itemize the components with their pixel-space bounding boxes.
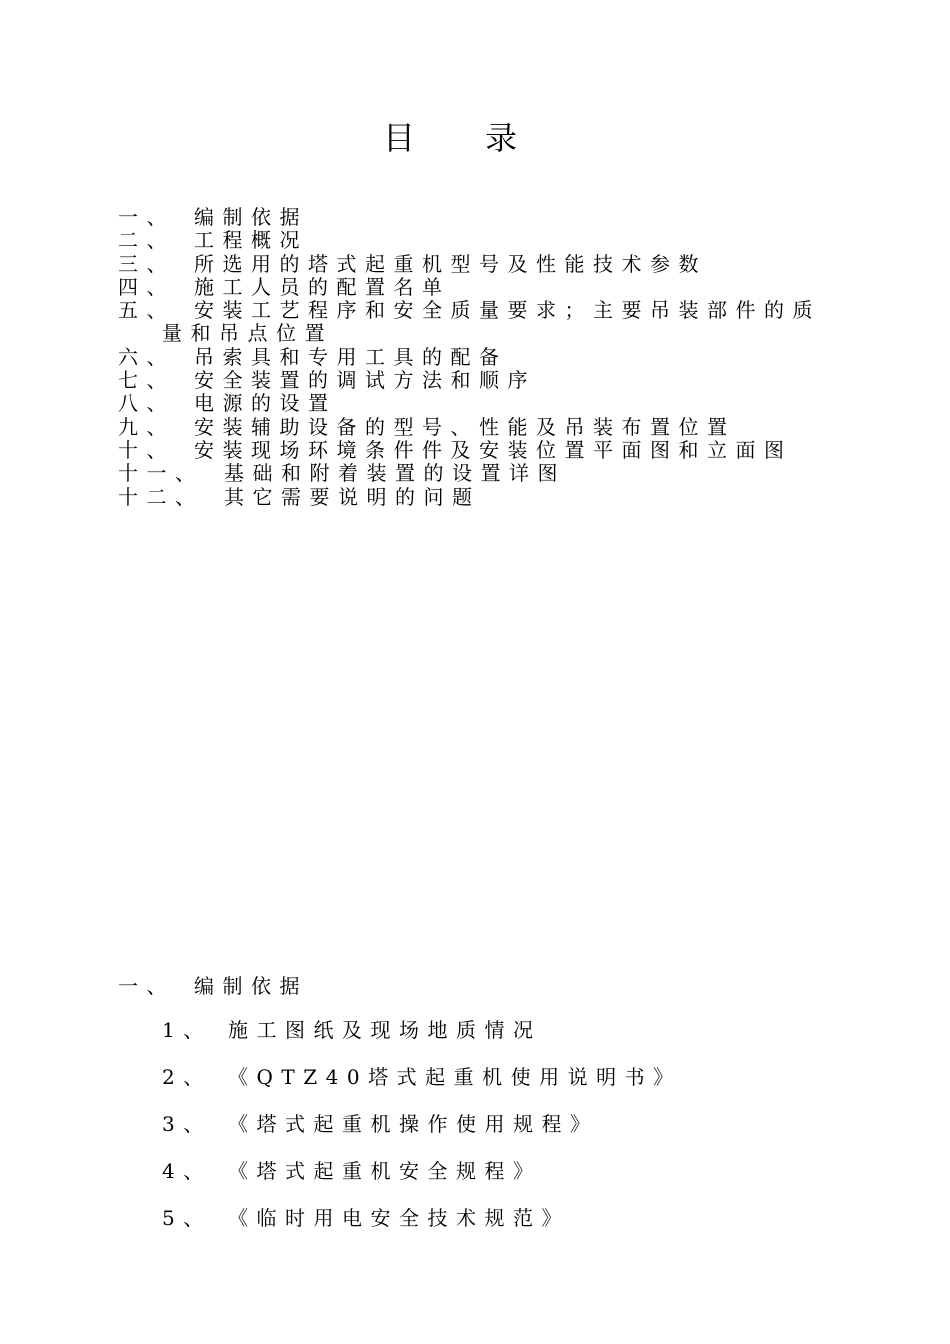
section-heading	[118, 972, 858, 1000]
toc-item-text: 安装工艺程序和安全质量要求；主要吊装部件的质	[194, 298, 821, 323]
toc-item-text: 安装辅助设备的型号、性能及吊装布置位置	[194, 414, 736, 439]
list-item	[118, 1015, 858, 1062]
toc-item-number: 五、	[118, 298, 175, 323]
toc-item	[118, 416, 858, 439]
toc-item-number: 一、	[118, 205, 175, 229]
list-item-number: 1、	[162, 1018, 212, 1042]
list-item-text: 《塔式起重机安全规程》	[228, 1159, 542, 1183]
toc-item-text: 其它需要说明的问题	[224, 484, 481, 509]
list-item-number: 2、	[162, 1065, 212, 1089]
toc-item	[118, 206, 858, 229]
toc-item	[118, 462, 858, 485]
toc-item	[118, 439, 858, 462]
list-item-number: 5、	[162, 1206, 212, 1230]
page-title: 目录	[382, 119, 587, 157]
toc-item-text: 吊索具和专用工具的配备	[194, 344, 508, 369]
toc-item-text: 基础和附着装置的设置详图	[224, 461, 566, 486]
toc-item	[118, 253, 858, 276]
list-item-number: 3、	[162, 1112, 212, 1136]
table-of-contents	[118, 206, 858, 509]
toc-item-text: 编制依据	[194, 205, 308, 229]
toc-item-number: 八、	[118, 391, 175, 416]
toc-item	[118, 299, 858, 322]
toc-item-text: 电源的设置	[194, 391, 337, 416]
list-item	[118, 1109, 858, 1156]
list-item	[118, 1156, 858, 1203]
list-item-text: 《塔式起重机操作使用规程》	[228, 1112, 599, 1136]
toc-item	[118, 229, 858, 252]
list-item	[118, 1062, 858, 1109]
basis-list	[118, 1015, 858, 1250]
list-item-text: 《QTZ40塔式起重机使用说明书》	[228, 1065, 682, 1089]
list-item	[118, 1203, 858, 1250]
toc-item	[118, 486, 858, 509]
toc-item	[118, 276, 858, 299]
toc-item	[118, 369, 858, 392]
toc-item-number: 十、	[118, 437, 175, 462]
toc-item-number: 三、	[118, 251, 175, 276]
toc-item-text: 量和吊点位置	[162, 321, 333, 346]
toc-item-number: 六、	[118, 344, 175, 369]
toc-item-continuation	[118, 322, 858, 345]
section-compilation-basis	[118, 972, 858, 1250]
toc-item-text: 工程概况	[194, 228, 308, 253]
toc-item-number: 九、	[118, 414, 175, 439]
toc-item	[118, 346, 858, 369]
toc-item-text: 安装现场环境条件件及安装位置平面图和立面图	[194, 437, 793, 462]
toc-item-text: 安全装置的调试方法和顺序	[194, 368, 536, 393]
section-title: 编制依据	[194, 974, 308, 998]
toc-item-number: 七、	[118, 368, 175, 393]
toc-item-text: 施工人员的配置名单	[194, 274, 451, 299]
list-item-text: 《临时用电安全技术规范》	[228, 1206, 570, 1230]
list-item-text: 施工图纸及现场地质情况	[228, 1018, 542, 1042]
section-number: 一、	[118, 974, 175, 998]
list-item-number: 4、	[162, 1159, 212, 1183]
toc-item-number: 二、	[118, 228, 175, 253]
toc-item-number: 十一、	[118, 461, 204, 486]
toc-item-number: 十二、	[118, 484, 204, 509]
toc-item-number: 四、	[118, 274, 175, 299]
toc-item	[118, 392, 858, 415]
toc-item-text: 所选用的塔式起重机型号及性能技术参数	[194, 251, 707, 276]
